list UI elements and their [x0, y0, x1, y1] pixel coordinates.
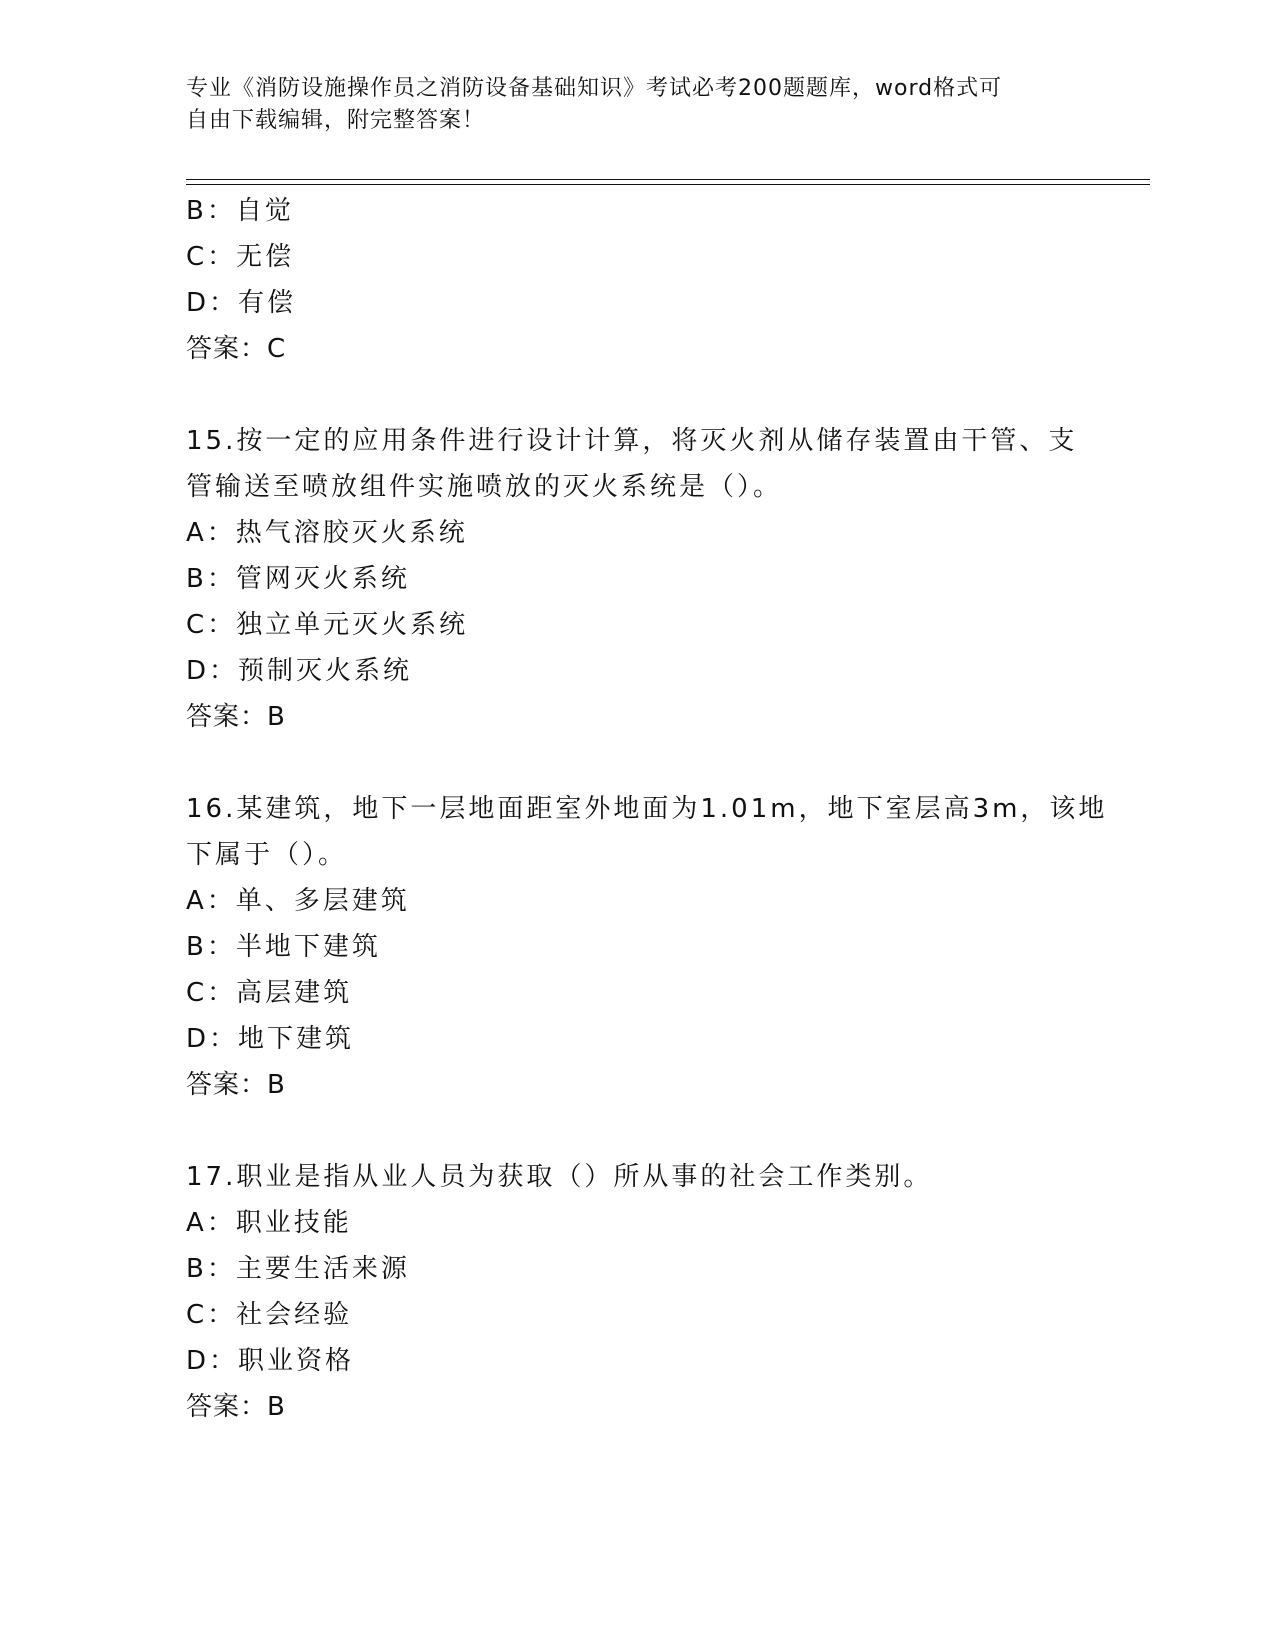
option-b: B：主要生活来源 [186, 1254, 410, 1284]
option-c: C：独立单元灭火系统 [186, 610, 469, 640]
option-d: D：职业资格 [186, 1346, 355, 1376]
option-a: A：职业技能 [186, 1208, 352, 1238]
question-17 [186, 1154, 1086, 1430]
question-text-line: 下属于（）。 [186, 840, 348, 870]
answer-line: 答案：B [186, 1392, 286, 1422]
option-d: D：地下建筑 [186, 1024, 355, 1054]
option-a: A：热气溶胶灭火系统 [186, 518, 468, 548]
header-line-2: 自由下载编辑，附完整答案！ [186, 108, 486, 133]
option-b: B：半地下建筑 [186, 932, 381, 962]
previous-question-tail [186, 188, 1086, 372]
question-16 [186, 786, 1108, 1108]
question-text-line: 16.某建筑，地下一层地面距室外地面为1.01m，地下室层高3m，该地 [186, 794, 1108, 824]
option-c: C：高层建筑 [186, 978, 353, 1008]
answer-line: 答案：B [186, 1070, 286, 1100]
question-text-line: 15.按一定的应用条件进行设计计算，将灭火剂从储存装置由干管、支 [186, 426, 1078, 456]
answer-line: 答案：C [186, 334, 287, 364]
option-d: D：预制灭火系统 [186, 656, 413, 686]
question-text-line: 17.职业是指从业人员为获取（）所从事的社会工作类别。 [186, 1162, 933, 1192]
spacer [186, 372, 1086, 418]
option-b: B：自觉 [186, 196, 294, 226]
document-header [186, 73, 1066, 137]
option-a: A：单、多层建筑 [186, 886, 410, 916]
option-c: C：社会经验 [186, 1300, 353, 1330]
option-d: D：有偿 [186, 288, 297, 318]
spacer [186, 1108, 1086, 1154]
answer-line: 答案：B [186, 702, 286, 732]
question-15 [186, 418, 1086, 740]
header-rule-bottom [186, 184, 1150, 185]
spacer [186, 740, 1086, 786]
option-b: B：管网灭火系统 [186, 564, 410, 594]
question-text-line: 管输送至喷放组件实施喷放的灭火系统是（）。 [186, 472, 783, 502]
option-c: C：无偿 [186, 242, 295, 272]
header-rule-top [186, 179, 1150, 180]
header-line-1: 专业《消防设施操作员之消防设备基础知识》考试必考200题题库，word格式可 [186, 76, 1003, 101]
question-content [186, 188, 1108, 1430]
